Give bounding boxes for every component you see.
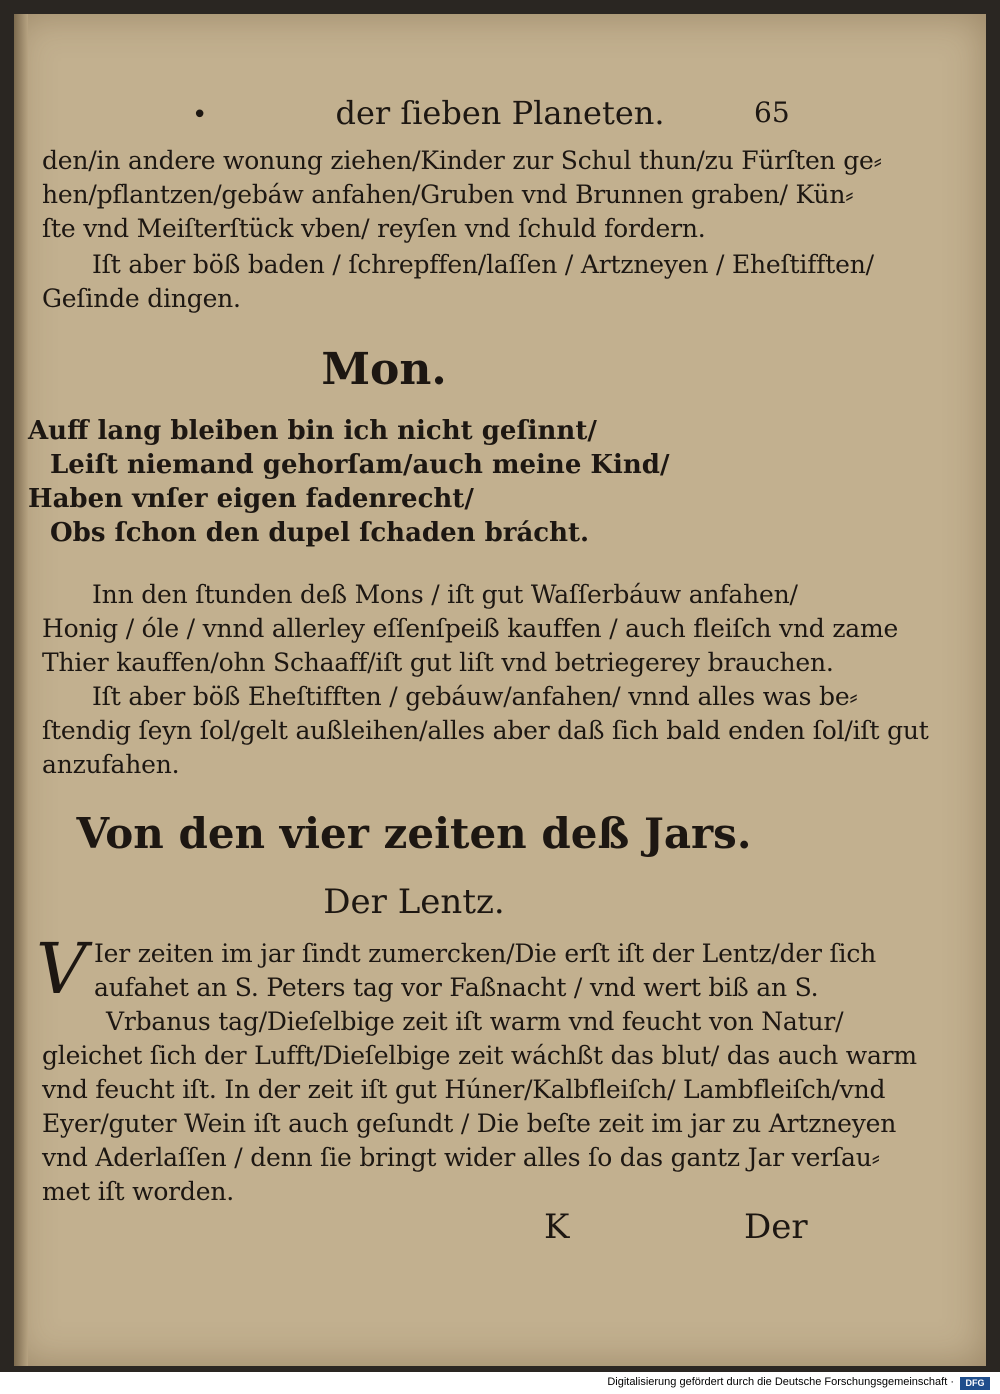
page-gutter [14,14,28,1366]
text-line: Geſinde dingen. [42,284,241,313]
text-line: Honig / óle / vnnd allerley eſſenſpeiß kauffen / auch fleiſch vnd zame [42,614,899,643]
text-line: anzufahen. [42,750,180,779]
text-line: den/in andere wonung ziehen/Kinder zur Schul thun/zu Fürſten ge⸗ [42,146,882,175]
section-heading-seasons: Von den vier zeiten deß Jars. [76,809,752,858]
signature-mark: K [544,1207,570,1247]
text-line: Eyer/guter Wein iſt auch geſundt / Die beſte zeit im jar zu Artzneyen [42,1109,897,1138]
text-line: Iſt aber böß Eheſtifften / gebáuw/anfahen/ vnnd alles was be⸗ [92,682,858,711]
verse-line: Obs ſchon den dupel ſchaden brácht. [50,518,590,548]
funding-credit: Digitalisierung gefördert durch die Deutsche Forschungsgemeinschaft · [607,1376,954,1388]
verse-line: Leiſt niemand gehorſam/auch meine Kind/ [50,450,670,480]
text-line: Iſt aber böß baden / ſchrepffen/laſſen / Artzneyen / Eheſtifften/ [92,250,874,279]
text-line: vnd Aderlaſſen / denn ſie bringt wider alles ſo das gantz Jar verſau⸗ [42,1143,880,1172]
verse-line: Auff lang bleiben bin ich nicht geſinnt/ [28,416,597,446]
text-line: gleichet ſich der Lufft/Dieſelbige zeit wáchßt das blut/ das auch warm [42,1041,917,1070]
text-line: aufahet an S. Peters tag vor Faßnacht / vnd wert biß an S. [94,973,819,1002]
text-line: Vrbanus tag/Dieſelbige zeit iſt warm vnd feucht von Natur/ [106,1007,844,1036]
header-ornament: • [192,100,208,130]
drop-capital: V [36,928,87,1010]
text-line: Thier kauffen/ohn Schaaff/iſt gut liſt vnd betriegerey brauchen. [42,648,834,677]
section-heading-mon: Mon. [321,344,447,395]
catchword: Der [744,1207,808,1247]
text-line: Ier zeiten im jar ſindt zumercken/Die erſt iſt der Lentz/der ſich [94,939,877,968]
book-page [14,14,986,1366]
text-line: Inn den ſtunden deß Mons / iſt gut Waſſerbáuw anfahen/ [92,580,798,609]
subheading-spring: Der Lentz. [323,882,505,922]
text-line: ſtendig ſeyn ſol/gelt außleihen/alles aber daß ſich bald enden ſol/iſt gut [42,716,929,745]
text-line: hen/pflantzen/gebáw anfahen/Gruben vnd Brunnen graben/ Kün⸗ [42,180,854,209]
footer-bar [0,1374,1000,1394]
text-line: met iſt worden. [42,1177,234,1206]
verse-line: Haben vnſer eigen fadenrecht/ [28,484,474,514]
dfg-logo[interactable]: DFG [960,1377,990,1390]
text-line: ſte vnd Meiſterſtück vben/ reyſen vnd ſchuld fordern. [42,214,706,243]
text-line: vnd feucht iſt. In der zeit iſt gut Húner/Kalbfleiſch/ Lambfleiſch/vnd [42,1075,886,1104]
page-number: 65 [754,96,790,129]
running-title: der ſieben Planeten. [335,94,665,132]
